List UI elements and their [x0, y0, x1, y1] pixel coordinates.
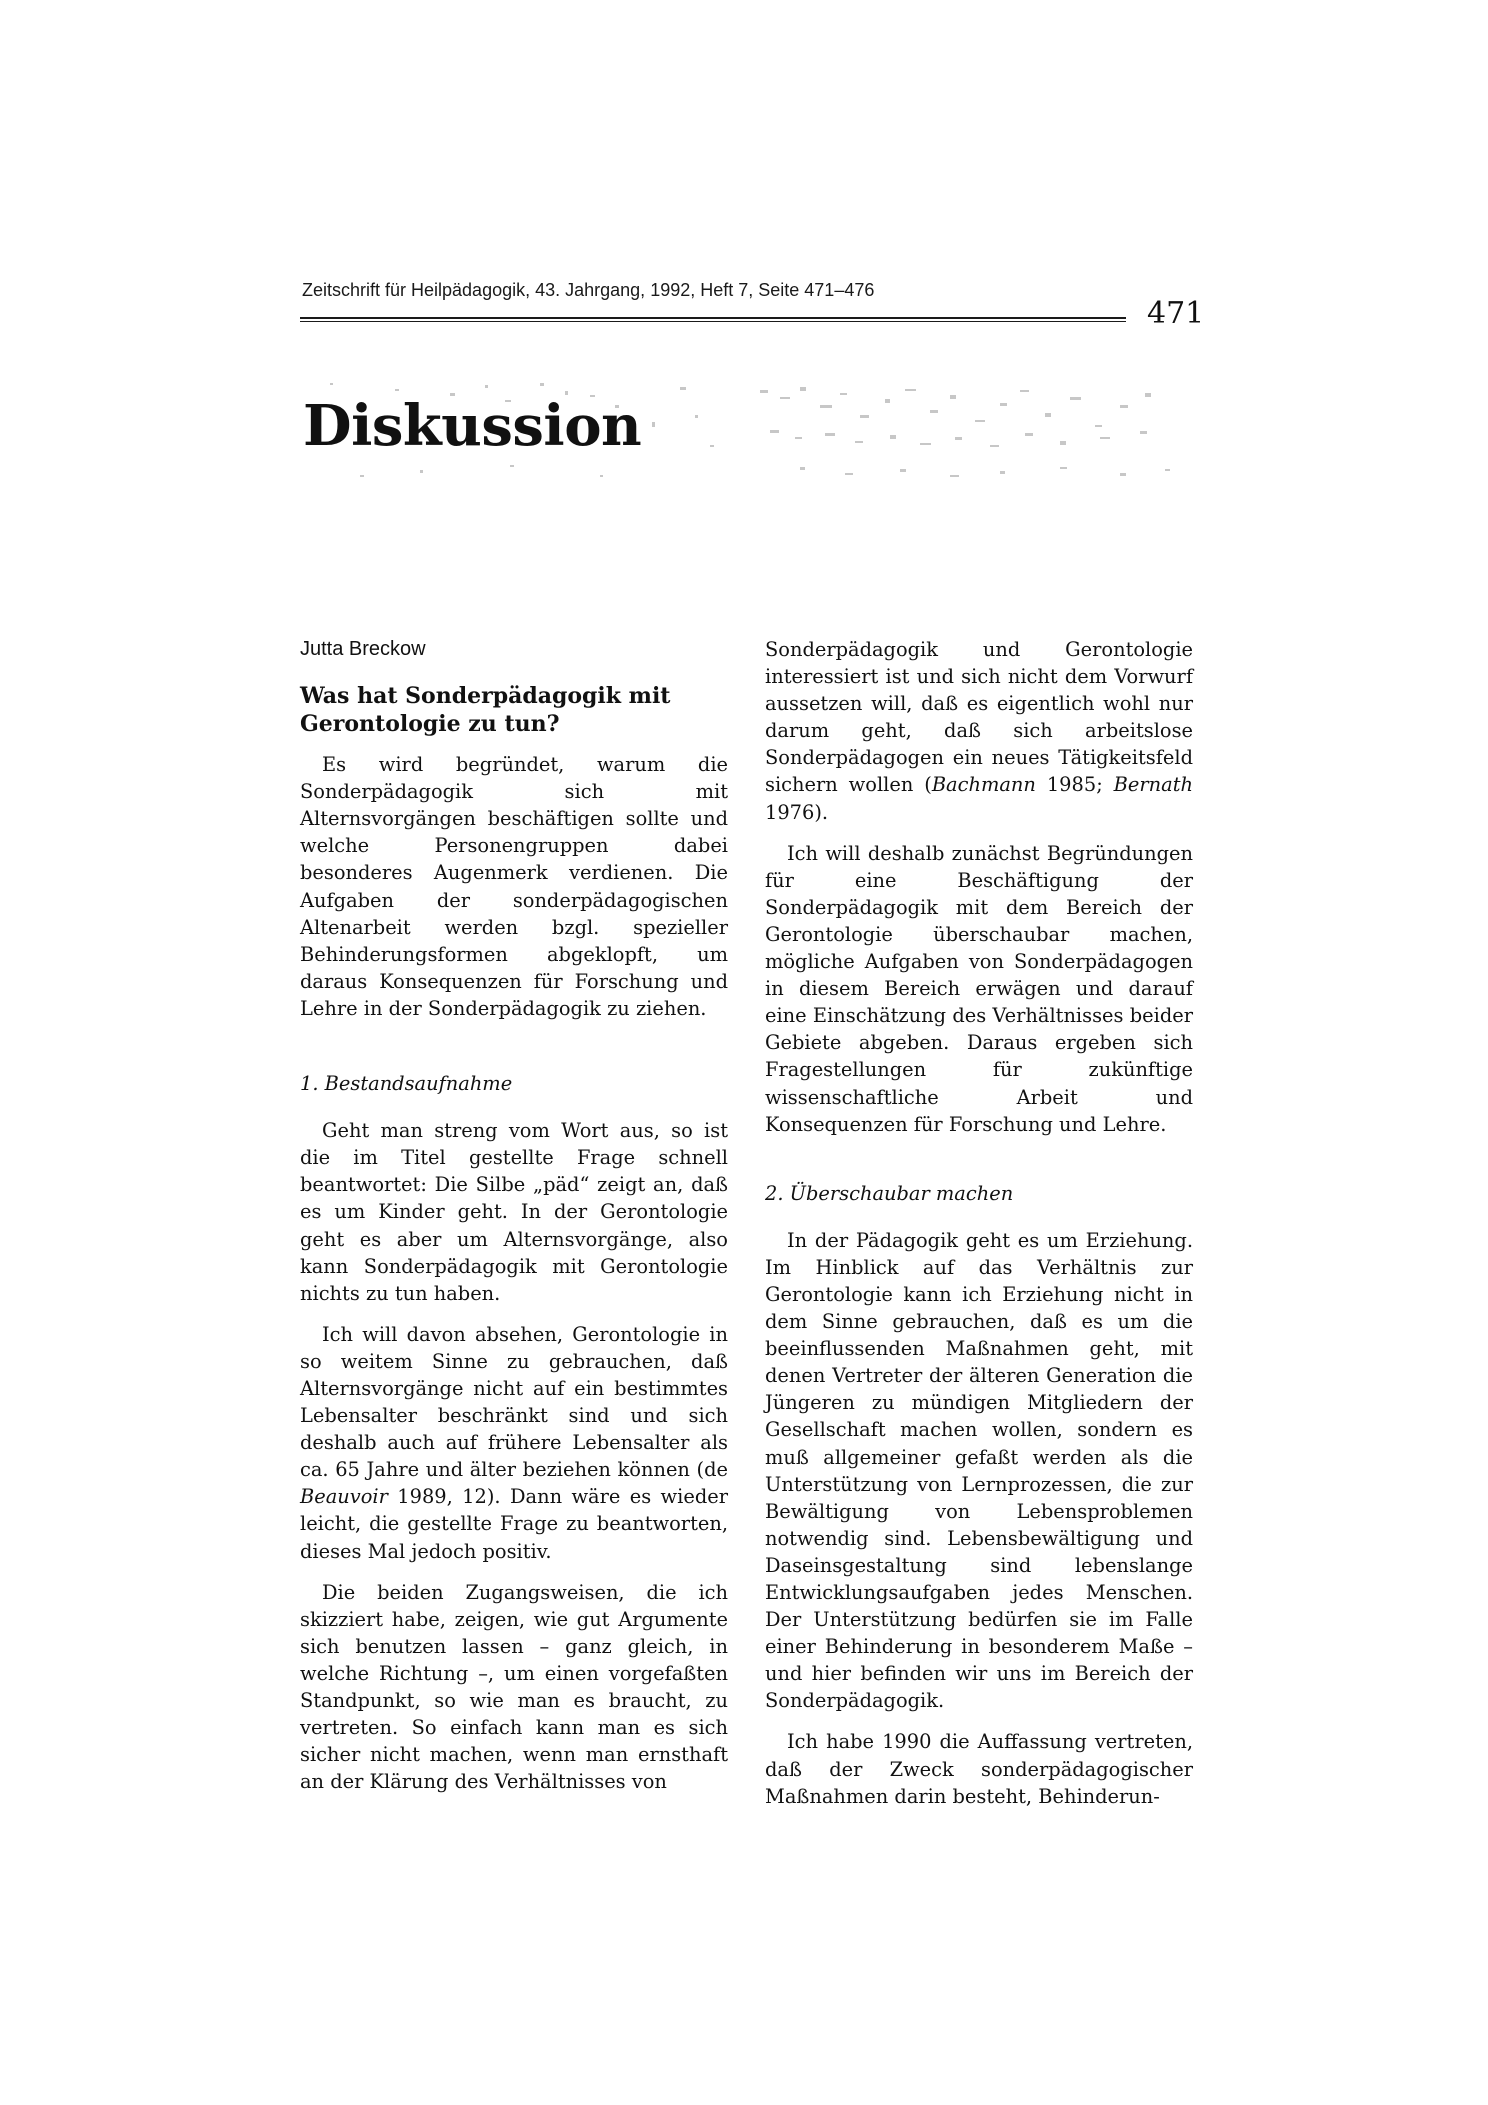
author-name: Jutta Breckow [300, 638, 426, 660]
citation-author: Beauvoir [300, 1485, 388, 1509]
section-heading-2: 2. Überschaubar machen [765, 1181, 1014, 1205]
column-right [765, 636, 1193, 1810]
section-header: Diskussion [303, 393, 642, 459]
citation-author: Bernath [1113, 773, 1193, 797]
paragraph-continued [765, 636, 1193, 826]
paragraph-text: 1985; [1035, 773, 1114, 797]
abstract: Es wird begründet, warum die Sonderpädagogik sich mit Alternsvorgängen beschäftigen sollte und welche Personengruppen dabei besonderes Augenmerk verdienen. Die Aufgaben der sonderpädagogischen Altenarbeit werden bzgl. spezieller Behinderungsformen abgeklopft, um daraus Konsequenzen für Forschung und Lehre in der Sonderpädagogik zu ziehen. [300, 753, 728, 1020]
paragraph: Ich will deshalb zunächst Begründungen für eine Beschäftigung der Sonderpädagogik mit dem Bereich der Gerontologie überschaubar machen, mögliche Aufgaben von Sonderpädagogen in diesem Bereich erwägen und darauf eine Einschätzung des Verhältnisses beider Gebiete abgeben. Daraus ergeben sich Fragestellungen für zukünftige wissenschaftliche Arbeit und Konsequenzen für Forschung und Lehre. [765, 841, 1193, 1136]
section-heading-1: 1. Bestandsaufnahme [300, 1072, 513, 1096]
paragraph [300, 1321, 728, 1565]
paragraph-text: 1989, 12). Dann wäre es wieder leicht, die gestellte Frage zu beantworten, dieses Mal jedoch positiv. [300, 1485, 728, 1563]
paragraph-text: 1976). [765, 800, 829, 824]
journal-citation: Zeitschrift für Heilpädagogik, 43. Jahrgang, 1992, Heft 7, Seite 471–476 [302, 280, 875, 300]
header-rule [300, 317, 1126, 319]
paragraph: In der Pädagogik geht es um Erziehung. Im Hinblick auf das Verhältnis zur Gerontologie kann ich Erziehung nicht in dem Sinne gebrauchen, daß es um die beeinflussenden Maßnahmen geht, mit denen Vertreter der älteren Generation die Jüngeren zu mündigen Mitgliedern der Gesellschaft machen wollen, sondern es muß allgemeiner gefaßt werden als die Unterstützung von Lernprozessen, die zur Bewältigung von Lebensproblemen notwendig sind. Lebensbewältigung und Daseinsgestaltung sind lebenslange Entwicklungsaufgaben jedes Menschen. Der Unterstützung bedürfen sie im Falle einer Behinderung in besonderem Maße – und hier befinden wir uns im Bereich der Sonderpädagogik. [765, 1228, 1193, 1713]
paragraph: Die beiden Zugangsweisen, die ich skizziert habe, zeigen, wie gut Argumente sich benutzen lassen – ganz gleich, in welche Richtung –, um einen vorgefaßten Standpunkt, so wie man es braucht, zu vertreten. So einfach kann man es sich sicher nicht machen, wenn man ernsthaft an der Klärung des Verhältnisses von [300, 1580, 728, 1794]
paragraph-text: Ich will davon absehen, Gerontologie in so weitem Sinne zu gebrauchen, daß Alternsvorgänge nicht auf ein bestimmtes Lebensalter beschränkt sind und sich deshalb auch auf frühere Lebensalter als ca. 65 Jahre und älter beziehen können (de [300, 1322, 728, 1482]
paragraph: Geht man streng vom Wort aus, so ist die im Titel gestellte Frage schnell beantwortet: Die Silbe „päd“ zeigt an, daß es um Kinder geht. In der Gerontologie geht es aber um Alternsvorgänge, also kann Sonderpädagogik mit Gerontologie nichts zu tun haben. [300, 1119, 728, 1305]
citation-author: Bachmann [931, 773, 1036, 797]
page-number: 471 [1147, 296, 1205, 331]
paragraph-text: Sonderpädagogik und Gerontologie interessiert ist und sich nicht dem Vorwurf aussetzen will, daß es eigentlich wohl nur darum geht, daß sich arbeitslose Sonderpädagogen ein neues Tätigkeitsfeld sichern wollen ( [765, 638, 1193, 797]
paragraph: Ich habe 1990 die Auffassung vertreten, daß der Zweck sonderpädagogischer Maßnahmen darin besteht, Behinderun- [765, 1730, 1193, 1808]
header-rule-thin [300, 321, 1126, 322]
column-left [300, 636, 728, 1795]
article-title: Was hat Sonderpädagogik mit Gerontologie zu tun? [300, 683, 671, 738]
